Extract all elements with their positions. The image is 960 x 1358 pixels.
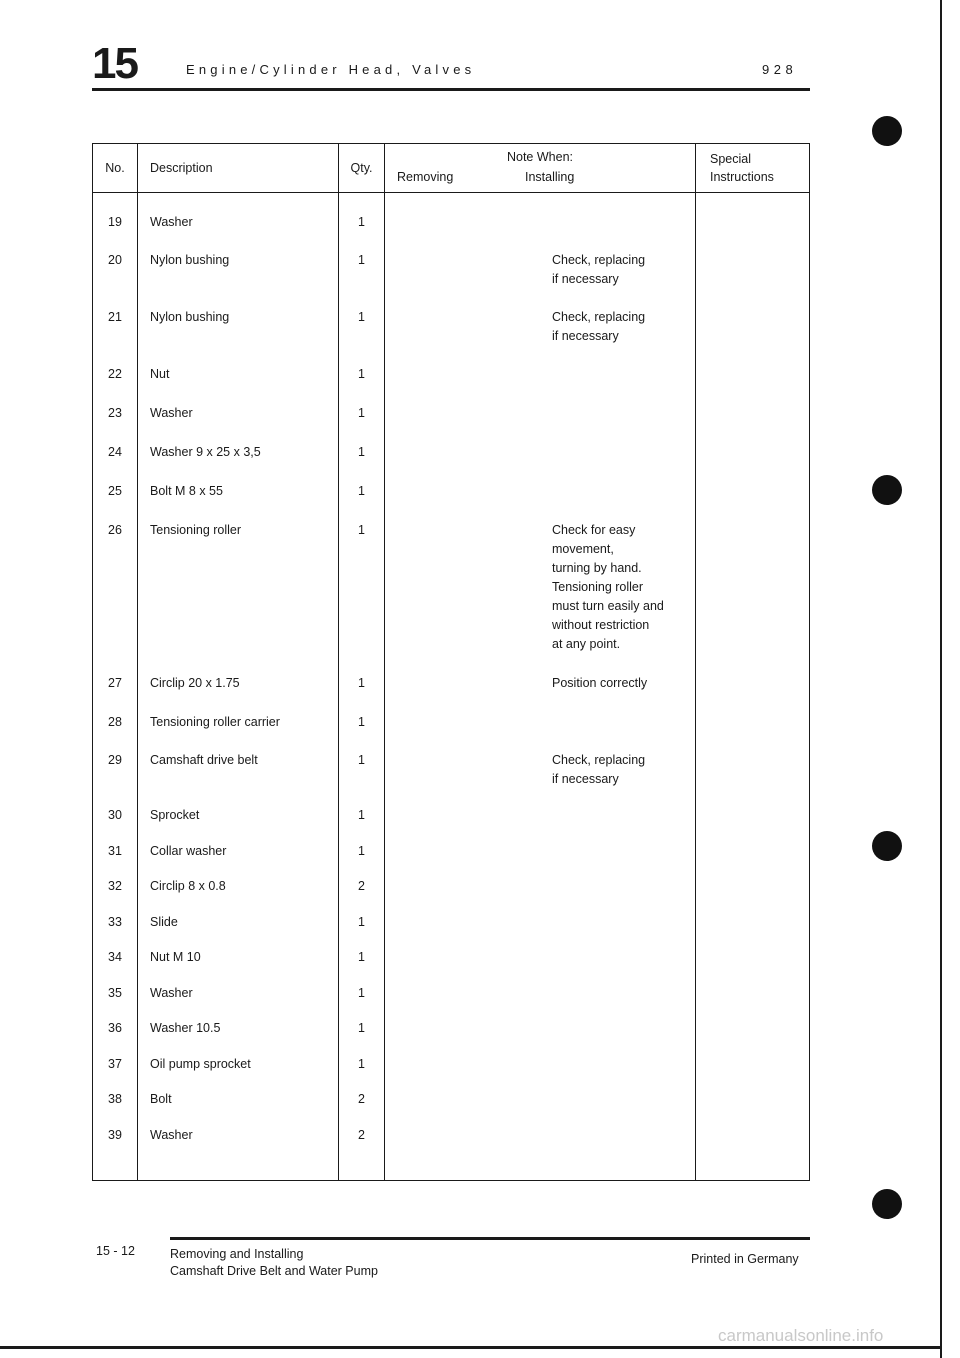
row-qty: 1 xyxy=(339,713,385,751)
row-description: Tensioning roller carrier xyxy=(138,713,339,751)
row-special xyxy=(696,521,810,674)
row-no: 22 xyxy=(93,365,138,404)
table-row xyxy=(93,521,810,674)
table-row xyxy=(93,984,810,1019)
table-row xyxy=(93,251,810,308)
table-row xyxy=(93,404,810,443)
row-description: Collar washer xyxy=(138,842,339,877)
row-special xyxy=(696,1090,810,1126)
row-special xyxy=(696,443,810,482)
row-no: 37 xyxy=(93,1055,138,1090)
row-qty: 1 xyxy=(339,365,385,404)
row-qty: 1 xyxy=(339,984,385,1019)
table-header-row xyxy=(93,144,810,193)
row-description: Washer 9 x 25 x 3,5 xyxy=(138,443,339,482)
row-description: Washer 10.5 xyxy=(138,1019,339,1055)
binder-edge-line xyxy=(940,0,942,1358)
filler-cell xyxy=(339,1162,385,1181)
punch-hole xyxy=(872,475,902,505)
table-filler-row xyxy=(93,1162,810,1181)
row-qty: 1 xyxy=(339,443,385,482)
table-row xyxy=(93,482,810,521)
page-number: 15 - 12 xyxy=(96,1244,135,1258)
row-no: 20 xyxy=(93,251,138,308)
row-qty: 1 xyxy=(339,913,385,948)
row-qty: 1 xyxy=(339,674,385,713)
filler-cell xyxy=(696,1162,810,1181)
table-row xyxy=(93,674,810,713)
row-no: 34 xyxy=(93,948,138,984)
page-title: Engine/Cylinder Head, Valves xyxy=(186,62,476,77)
row-description: Circlip 8 x 0.8 xyxy=(138,877,339,913)
row-special xyxy=(696,948,810,984)
row-no: 30 xyxy=(93,806,138,842)
row-note xyxy=(385,948,696,984)
row-special xyxy=(696,877,810,913)
row-special xyxy=(696,842,810,877)
row-note xyxy=(385,1019,696,1055)
row-no: 38 xyxy=(93,1090,138,1126)
row-note xyxy=(385,984,696,1019)
punch-hole xyxy=(872,1189,902,1219)
row-description: Nylon bushing xyxy=(138,308,339,365)
row-qty: 2 xyxy=(339,1090,385,1126)
special-label: Special xyxy=(710,152,751,166)
row-special xyxy=(696,193,810,252)
row-qty: 1 xyxy=(339,1055,385,1090)
row-qty: 1 xyxy=(339,308,385,365)
row-note xyxy=(385,842,696,877)
row-no: 35 xyxy=(93,984,138,1019)
row-description: Nut xyxy=(138,365,339,404)
footer-rule xyxy=(170,1237,810,1240)
row-special xyxy=(696,913,810,948)
row-no: 29 xyxy=(93,751,138,806)
row-description: Bolt xyxy=(138,1090,339,1126)
footer-title-line2: Camshaft Drive Belt and Water Pump xyxy=(170,1264,378,1278)
row-no: 32 xyxy=(93,877,138,913)
row-description: Circlip 20 x 1.75 xyxy=(138,674,339,713)
row-no: 24 xyxy=(93,443,138,482)
row-qty: 1 xyxy=(339,193,385,252)
row-no: 19 xyxy=(93,193,138,252)
table-row xyxy=(93,713,810,751)
row-qty: 1 xyxy=(339,751,385,806)
header-rule xyxy=(92,88,810,91)
row-note xyxy=(385,443,696,482)
row-special xyxy=(696,251,810,308)
header-no: No. xyxy=(93,144,138,193)
table-row xyxy=(93,842,810,877)
row-special xyxy=(696,365,810,404)
filler-cell xyxy=(138,1162,339,1181)
header-note-when xyxy=(385,144,696,193)
filler-cell xyxy=(385,1162,696,1181)
row-no: 28 xyxy=(93,713,138,751)
header-special-instructions xyxy=(696,144,810,193)
row-note: Check, replacing if necessary xyxy=(385,751,696,806)
row-no: 31 xyxy=(93,842,138,877)
row-special xyxy=(696,1055,810,1090)
row-description: Sprocket xyxy=(138,806,339,842)
row-description: Washer xyxy=(138,193,339,252)
row-qty: 1 xyxy=(339,521,385,674)
row-description: Slide xyxy=(138,913,339,948)
row-special xyxy=(696,713,810,751)
installing-label: Installing xyxy=(525,170,575,184)
table-row xyxy=(93,877,810,913)
table-row xyxy=(93,308,810,365)
row-description: Bolt M 8 x 55 xyxy=(138,482,339,521)
table-row xyxy=(93,365,810,404)
row-description: Nylon bushing xyxy=(138,251,339,308)
instructions-label: Instructions xyxy=(710,170,774,184)
row-qty: 1 xyxy=(339,251,385,308)
row-description: Oil pump sprocket xyxy=(138,1055,339,1090)
note-when-label: Note When: xyxy=(506,150,573,164)
table-row xyxy=(93,1090,810,1126)
row-special xyxy=(696,806,810,842)
row-description: Washer xyxy=(138,1126,339,1162)
punch-hole xyxy=(872,116,902,146)
bottom-rule xyxy=(0,1346,940,1349)
row-note xyxy=(385,713,696,751)
row-note xyxy=(385,806,696,842)
row-no: 39 xyxy=(93,1126,138,1162)
row-special xyxy=(696,984,810,1019)
parts-table xyxy=(92,143,810,1181)
filler-cell xyxy=(93,1162,138,1181)
row-special xyxy=(696,404,810,443)
row-qty: 1 xyxy=(339,948,385,984)
row-description: Tensioning roller xyxy=(138,521,339,674)
row-special xyxy=(696,674,810,713)
row-no: 33 xyxy=(93,913,138,948)
row-qty: 1 xyxy=(339,806,385,842)
header-qty: Qty. xyxy=(339,144,385,193)
row-special xyxy=(696,1126,810,1162)
table-row xyxy=(93,948,810,984)
table-row xyxy=(93,806,810,842)
row-note: Check, replacing if necessary xyxy=(385,251,696,308)
row-no: 26 xyxy=(93,521,138,674)
row-note xyxy=(385,193,696,252)
removing-label: Removing xyxy=(397,170,454,184)
row-no: 25 xyxy=(93,482,138,521)
header-description: Description xyxy=(138,144,339,193)
row-note xyxy=(385,913,696,948)
table-row xyxy=(93,913,810,948)
chapter-number: 15 xyxy=(92,39,137,88)
row-qty: 1 xyxy=(339,482,385,521)
row-note xyxy=(385,404,696,443)
row-note xyxy=(385,1126,696,1162)
table-row xyxy=(93,1019,810,1055)
table-row xyxy=(93,193,810,252)
row-note xyxy=(385,1090,696,1126)
row-qty: 2 xyxy=(339,1126,385,1162)
footer-title xyxy=(170,1246,378,1280)
printed-in-label: Printed in Germany xyxy=(691,1252,799,1266)
row-special xyxy=(696,482,810,521)
row-description: Washer xyxy=(138,984,339,1019)
row-no: 23 xyxy=(93,404,138,443)
footer-title-line1: Removing and Installing xyxy=(170,1247,304,1261)
table-row xyxy=(93,1126,810,1162)
row-no: 27 xyxy=(93,674,138,713)
row-note: Check for easy movement, turning by hand. Tensioning roller must turn easily and without restriction at any point. xyxy=(385,521,696,674)
row-qty: 1 xyxy=(339,842,385,877)
punch-hole xyxy=(872,831,902,861)
row-note: Check, replacing if necessary xyxy=(385,308,696,365)
row-note: Position correctly xyxy=(385,674,696,713)
row-qty: 1 xyxy=(339,404,385,443)
table-row xyxy=(93,443,810,482)
watermark: carmanualsonline.info xyxy=(718,1326,884,1345)
row-description: Nut M 10 xyxy=(138,948,339,984)
row-special xyxy=(696,751,810,806)
row-special xyxy=(696,1019,810,1055)
row-special xyxy=(696,308,810,365)
row-note xyxy=(385,877,696,913)
table-row xyxy=(93,751,810,806)
row-note xyxy=(385,1055,696,1090)
row-qty: 1 xyxy=(339,1019,385,1055)
row-description: Camshaft drive belt xyxy=(138,751,339,806)
row-no: 36 xyxy=(93,1019,138,1055)
table-row xyxy=(93,1055,810,1090)
model-number: 928 xyxy=(762,62,798,77)
row-description: Washer xyxy=(138,404,339,443)
row-no: 21 xyxy=(93,308,138,365)
row-qty: 2 xyxy=(339,877,385,913)
row-note xyxy=(385,482,696,521)
row-note xyxy=(385,365,696,404)
